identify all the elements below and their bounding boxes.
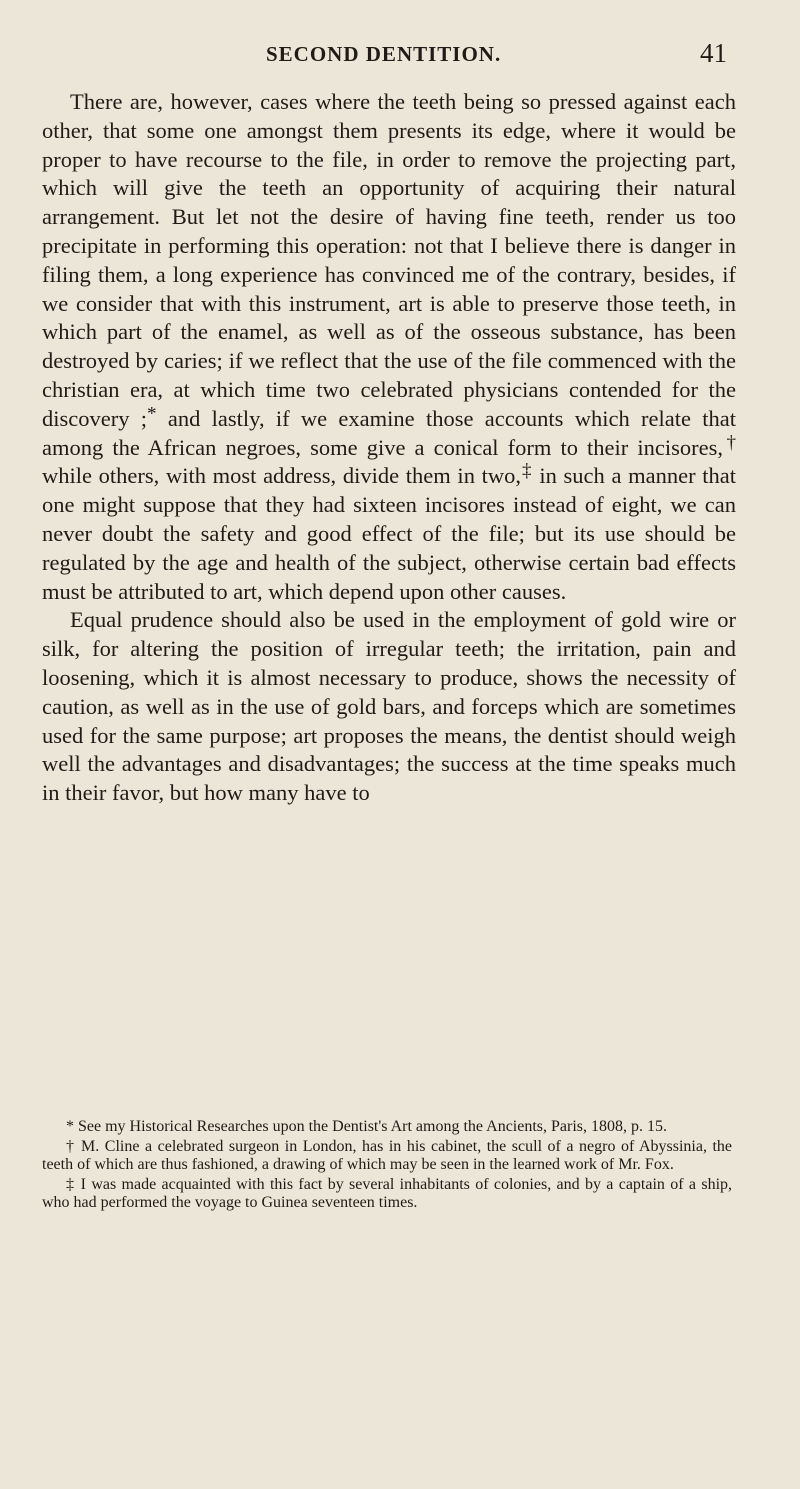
footnote-mark: † bbox=[66, 1137, 76, 1155]
paragraph-gold-wire: Equal prudence should also be used in the employment of gold wire or silk, for altering the position of irregular teeth; the irritation, pain and loosening, which it is almost necessary to produce, shows the necessity of caution, as well as in the use of gold bars, and forceps which are sometimes used for the same purpose; art proposes the means, the dentist should weigh well the advantages and disadvantages; the success at the time speaks much in their favor, but how many have to bbox=[42, 607, 736, 806]
paragraph-text: There are, however, cases where the teeth being so pressed against each other, that some one amongst them presents its edge, where it would be proper to have recourse to the file, in order to remove the projecting part, which will give the teeth an opportunity of acquiring their natural arrangement. But let not the desire of having fine teeth, render us too precipitate in performing this operation: not that I believe there is danger in filing them, a long experience has convinced me of the contrary, besides, if we consider that with this instrument, art is able to preserve those teeth, in which part of the enamel, as well as of the osseous substance, has been destroyed by caries; if we reflect that the use of the file commenced with the christian era, at which time two celebrated physicians contended for the discovery ; bbox=[42, 89, 736, 431]
footnote-1 bbox=[42, 1118, 732, 1137]
footnote-text: M. Cline a celebrated surgeon in London, has in his cabinet, the scull of a negro of Abyssinia, the teeth of which are thus fashioned, a drawing of which may be seen in the learned work of Mr. Fox. bbox=[42, 1137, 733, 1174]
running-head bbox=[0, 38, 800, 72]
chapter-running-title: SECOND DENTITION. bbox=[266, 42, 502, 66]
footnote-reference-1: * bbox=[147, 403, 157, 425]
footnote-reference-3: ‡ bbox=[521, 460, 533, 482]
paragraph-file-use bbox=[42, 88, 736, 606]
footnote-text: See my Historical Researches upon the Dentist's Art among the Ancients, Paris, 1808, p. 15. bbox=[74, 1118, 668, 1135]
main-text bbox=[42, 88, 736, 808]
paragraph-text: and lastly, if we examine those accounts which relate that among the African negroes, some give a conical form to their incisores, bbox=[42, 405, 736, 460]
paragraph-text: in such a manner that one might suppose that they had sixteen incisores instead of eight, we can never doubt the safety and good effect of the file; but its use should be regulated by the age and health of the subject, otherwise certain bad effects must be attributed to art, which depend upon other causes. bbox=[42, 463, 736, 604]
page-number: 41 bbox=[700, 38, 727, 68]
footnotes bbox=[42, 1118, 732, 1214]
footnote-mark: * bbox=[66, 1118, 74, 1135]
footnote-3 bbox=[42, 1176, 732, 1213]
footnote-text: I was made acquainted with this fact by several inhabitants of colonies, and by a captain of a ship, who had performed the voyage to Guinea seventeen times. bbox=[42, 1175, 733, 1212]
footnote-mark: ‡ bbox=[66, 1175, 76, 1193]
footnote-2 bbox=[42, 1138, 732, 1175]
footnote-reference-2: † bbox=[722, 431, 736, 453]
paragraph-text: while others, with most address, divide them in two, bbox=[42, 463, 521, 489]
